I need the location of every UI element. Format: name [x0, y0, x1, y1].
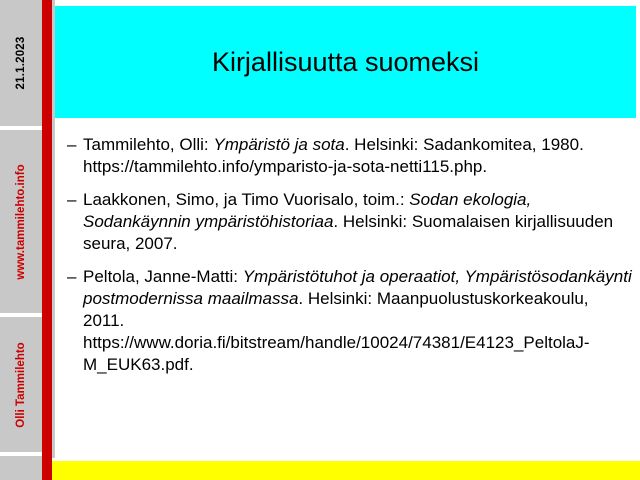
bullet-3-part-3: . Helsinki: Maanpuolustuskorkeakoulu, 2011. https://www.doria.fi/bitstream/handle/10024/74381/E4123_PeltolaJ-M_EUK63.pdf. — [83, 289, 590, 374]
bullet-text-2 — [83, 189, 632, 255]
bullet-1-part-1: Tammilehto, Olli: — [83, 135, 214, 154]
list-item — [61, 266, 632, 376]
sidebar-author-strip — [0, 317, 42, 454]
page-title: Kirjallisuutta suomeksi — [211, 46, 480, 77]
sidebar-website-strip — [0, 130, 42, 315]
list-item — [61, 189, 632, 255]
bullet-1-part-2: Ympäristö ja sota — [213, 135, 345, 154]
sidebar-date-strip — [0, 0, 42, 128]
footer-band-highlight — [52, 458, 640, 461]
accent-bar — [42, 0, 52, 480]
bullet-2-part-2: Sodan ekologia, Sodankäynnin ympäristöhistoriaa — [83, 190, 532, 231]
footer-band — [52, 458, 640, 480]
list-item — [61, 134, 632, 178]
bullet-marker: – — [67, 135, 77, 154]
slide-title-box — [55, 6, 636, 118]
sidebar-date-label: 21.1.2023 — [15, 36, 27, 90]
bullet-1-part-3: . Helsinki: Sadankomitea, 1980. https://tammilehto.info/ymparisto-ja-sota-netti115.php. — [83, 135, 584, 176]
bullet-2-part-3: . Helsinki: Suomalaisen kirjallisuuden seura, 2007. — [83, 212, 614, 253]
bullet-2-part-1: Laakkonen, Simo, ja Timo Vuorisalo, toim.: — [83, 190, 410, 209]
bullet-text-1 — [83, 134, 632, 178]
bullet-marker: – — [67, 190, 77, 209]
bullet-text-3 — [83, 266, 632, 376]
slide-sidebar — [0, 0, 42, 480]
sidebar-website-label: www.tammilehto.info — [15, 163, 27, 280]
bullet-3-part-1: Peltola, Janne-Matti: — [83, 267, 243, 286]
sidebar-bottom-filler — [0, 456, 42, 480]
slide-body — [55, 128, 640, 448]
bullet-marker: – — [67, 267, 77, 286]
bullet-3-part-2: Ympäristötuhot ja operaatiot, Ympäristösodankäynti postmodernissa maailmassa — [83, 267, 632, 308]
sidebar-author-label: Olli Tammilehto — [15, 341, 27, 428]
